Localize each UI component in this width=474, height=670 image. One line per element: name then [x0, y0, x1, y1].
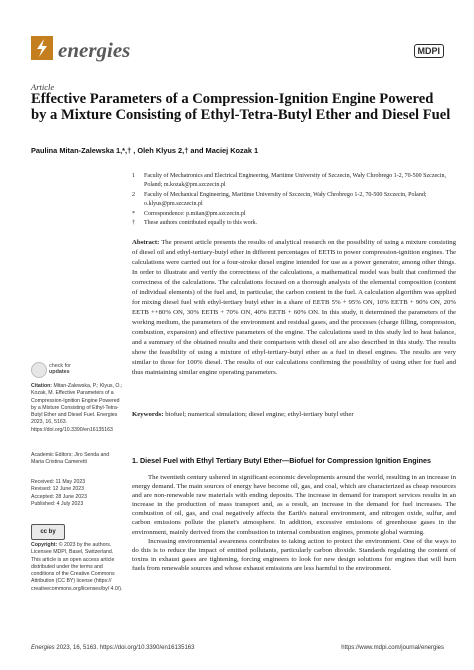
check-updates-line1: check for — [49, 363, 71, 369]
publisher-logo: MDPI — [414, 44, 445, 58]
article-type: Article — [31, 82, 55, 92]
footer-citation — [31, 645, 194, 651]
editors-text: Jiro Senda and Maria Cristina Cameretti — [31, 452, 110, 466]
cc-license-icon[interactable]: cc by — [31, 524, 65, 540]
paragraph: The twentieth century ushered in significant economic developments around the world, resulting in an increase in energy demand. The main sources of energy have become oil, gas, and coal, which are characterized as cheap resources and are non-renewable raw materials with ending deposits. The increase in demand for transport services results in an increase in the production of mass transport and, as a result, an increase in the demand for fuel increases. The combustion of oil, gas, and coal negatively affects the Earth's natural environment, and nitrogen oxide, sulfur, and carbon emissions pollute the planet's atmosphere. In addition, excessive emissions of greenhouse gases in the environment, mainly derived from the combustion in internal combustion engines, promote global warming. — [132, 474, 456, 536]
footer-journal: Energies — [31, 645, 55, 651]
accepted-date: Accepted: 28 June 2023 — [31, 493, 87, 500]
affiliation-text: Faculty of Mechatronics and Electrical Engineering, Maritime University of Szczecin, Wały Chrobrego 1-2, 70-500 Szczecin, Poland; m.kozak@pm.szczecin.pl — [144, 173, 446, 188]
abstract — [132, 238, 456, 378]
section-body — [132, 473, 456, 573]
received-date: Received: 11 May 2023 — [31, 479, 86, 485]
affiliation-2 — [132, 191, 452, 208]
equal-contribution-text: These authors contributed equally to this work. — [144, 220, 258, 226]
academic-editors — [31, 452, 123, 467]
footer-journal-url[interactable]: https://www.mdpi.com/journal/energies — [341, 645, 444, 651]
journal-name: energies — [58, 38, 131, 62]
paragraph: Increasing environmental awareness contributes to taking action to protect the environment. One of the ways to do this is to reduce the impact of emitted pollutants, particularly carbon dioxide. Standards regulating the content of toxins in exhaust gases are tightening, forcing engineers to look for new design solutions for engines that will burn fuels from renewable sources and whose exhaust emissions are less harmful to the environment. — [132, 537, 456, 572]
copyright-label: Copyright: — [31, 542, 58, 548]
copyright-text: © 2023 by the authors. Licensee MDPI, Basel, Switzerland. This article is an open access article distributed under the terms and conditions of the Creative Commons Attribution (CC BY) license (https:// creativecommons.org/licenses/by/ 4.0/). — [31, 542, 123, 592]
keywords-label: Keywords: — [132, 411, 164, 418]
affiliation-text: Faculty of Mechanical Engineering, Maritime University of Szczecin, Wały Chrobrego 1-2, 70-500 Szczecin, Poland; o.klyus@pm.szczecin.pl — [144, 192, 427, 207]
check-updates-icon — [31, 362, 47, 378]
affiliation-1 — [132, 172, 452, 189]
abstract-label: Abstract: — [132, 239, 160, 246]
keywords-text: biofuel; numerical simulation; diesel engine; ethyl-tertiary butyl ether — [165, 411, 354, 418]
citation-text[interactable]: Mitan-Zalewska, P.; Klyus, O.; Kozak, M. Effective Parameters of a Compression-Ignition Engine Powered by a Mixture Consisting of Ethyl-Tetra-Butyl Ether and Diesel Fuel. Energies 2023, 16, 5163. https://doi.org/10.3390/en16135163 — [31, 383, 123, 433]
check-for-updates-badge[interactable] — [31, 362, 91, 378]
check-updates-line2: updates — [49, 369, 70, 375]
article-title: Effective Parameters of a Compression-Ignition Engine Powered by a Mixture Consisting of Ethyl-Tetra-Butyl Ether and Diesel Fuel — [31, 91, 451, 123]
correspondence-text: Correspondence: p.mitan@pm.szczecin.pl — [144, 211, 246, 217]
dates-block — [31, 479, 123, 508]
published-date: Published: 4 July 2023 — [31, 500, 84, 507]
citation-label: Citation: — [31, 383, 53, 389]
correspondence — [132, 210, 452, 219]
keywords — [132, 410, 456, 420]
editors-label: Academic Editors: — [31, 452, 73, 458]
affiliation-mark: 1 — [132, 173, 135, 179]
abstract-text: The present article presents the results of analytical research on the possibility of using a mixture consisting of diesel oil and ethyl-tertiary-butyl ether in different percentages of EETB to power compression-ignition engines. The calculations were carried out for a four-stroke diesel engine intended for use as a power generator, among other things. In order to illustrate and verify the correctness of the calculations, a mathematical model was built that confirmed the correctness of the calculations. The calculations focused on a thorough analysis of the elemental composition (content of individual elements) of the fuel and, in particular, the carbon content in the fuel. A calculation algorithm was applied for mixing diesel fuel with ethyl-tertiary butyl ether in a share of EETB 5% + 95% ON, 10% EETB + 90% ON, 20% EETB ++80% ON, 30% EETB + 70% ON, 40% EETB + 60% ON. In this study, it determined the parameters of the working medium, the parameters of the environment and residual gases, and the processes (charge filling, compression, combustion, expansion) and effective parameters of the engine. The calculations used in this study led to heat balance, and a summary of the obtained results and their comparison with diesel oil are also described in this study. The results show the feasibility of using a mixture of ethyl-tertiary-butyl ether as a fuel in diesel engines. The results are very similar to those for 100% diesel. The results of our calculations confirming the possibility of using ether for fuel and thus maintaining similar engine operating parameters. — [132, 239, 456, 376]
footer-citation-text[interactable]: 2023, 16, 5163. https://doi.org/10.3390/en16135163 — [56, 645, 195, 651]
citation-block — [31, 383, 123, 434]
copyright-block — [31, 542, 123, 593]
affiliation-mark: * — [132, 211, 135, 217]
journal-logo-icon — [31, 36, 53, 60]
author-list: Paulina Mitan-Zalewska 1,*,† , Oleh Klyus 2,† and Maciej Kozak 1 — [31, 146, 259, 155]
affiliation-mark: † — [132, 220, 135, 226]
equal-contribution-note — [132, 219, 452, 228]
affiliation-mark: 2 — [132, 192, 135, 198]
revised-date: Revised: 12 June 2023 — [31, 486, 85, 493]
section-heading: 1. Diesel Fuel with Ethyl Tertiary Butyl Ether—Biofuel for Compression Ignition Engines — [132, 456, 431, 465]
